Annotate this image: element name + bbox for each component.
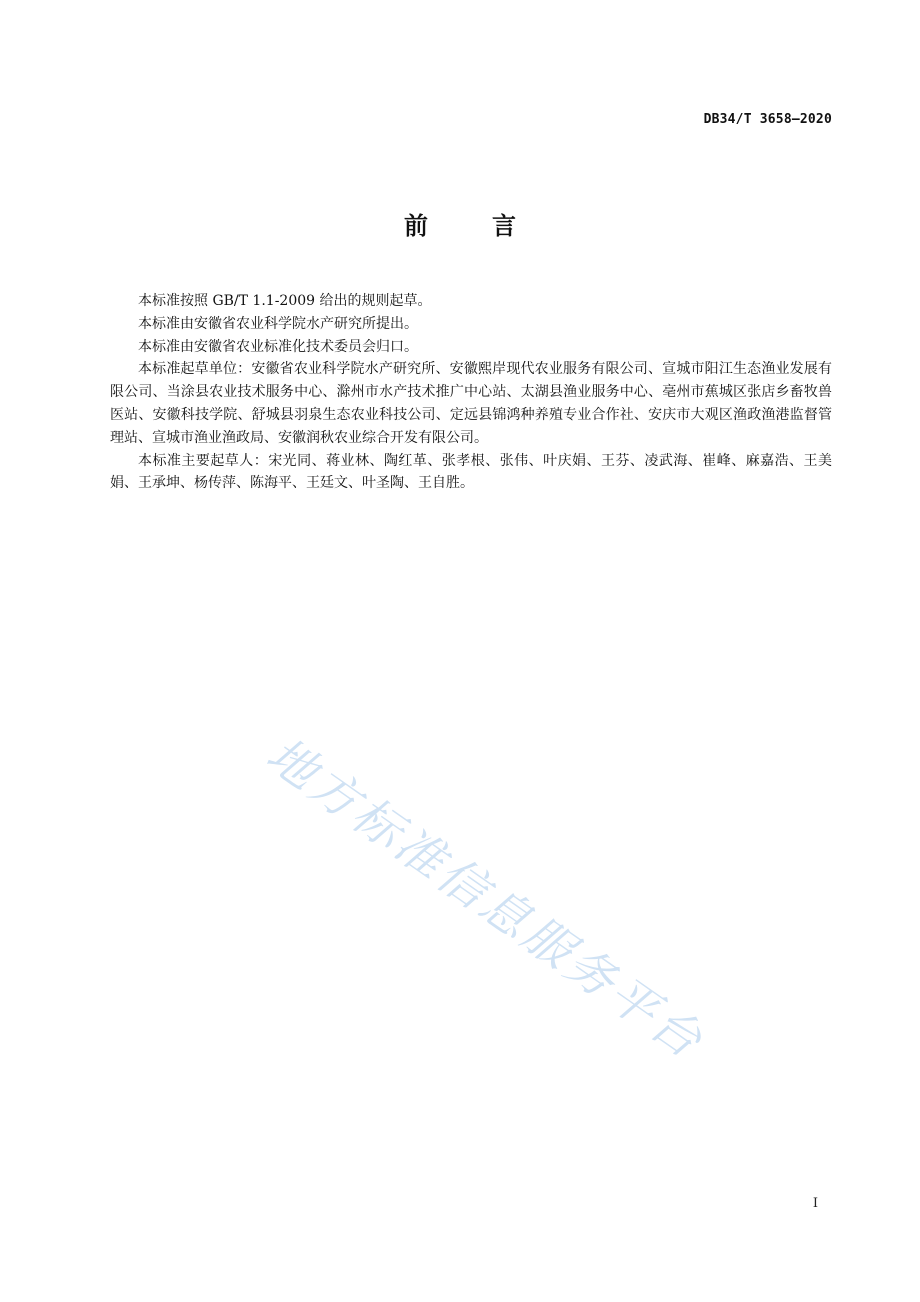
page-title: 前 言 bbox=[404, 212, 536, 240]
paragraph-drafting-units: 本标准起草单位：安徽省农业科学院水产研究所、安徽熙岸现代农业服务有限公司、宣城市阳江生态渔业发展有限公司、当涂县农业技术服务中心、滁州市水产技术推广中心站、太湖县渔业服务中心、亳州市蕉城区张店乡畜牧兽医站、安徽科技学院、舒城县羽泉生态农业科技公司、定远县锦鸿种养殖专业合作社、安庆市大观区渔政渔港监督管理站、宣城市渔业渔政局、安徽润秋农业综合开发有限公司。 bbox=[110, 361, 832, 446]
foreword-body bbox=[110, 290, 832, 495]
paragraph-drafting-rules: 本标准按照 GB/T 1.1-2009 给出的规则起草。 bbox=[138, 293, 432, 309]
page-number: I bbox=[812, 1196, 818, 1211]
watermark: 地方标准信息服务平台 bbox=[256, 726, 715, 1071]
paragraph-proposer: 本标准由安徽省农业科学院水产研究所提出。 bbox=[138, 315, 418, 332]
paragraph-drafters: 本标准主要起草人：宋光同、蒋业林、陶红革、张孝根、张伟、叶庆娟、王芬、凌武海、崔峰、麻嘉浩、王美娟、王承坤、杨传萍、陈海平、王廷文、叶圣陶、王自胜。 bbox=[110, 452, 832, 492]
standard-code: DB34/T 3658—2020 bbox=[703, 112, 832, 127]
paragraph-committee: 本标准由安徽省农业标准化技术委员会归口。 bbox=[138, 338, 418, 355]
